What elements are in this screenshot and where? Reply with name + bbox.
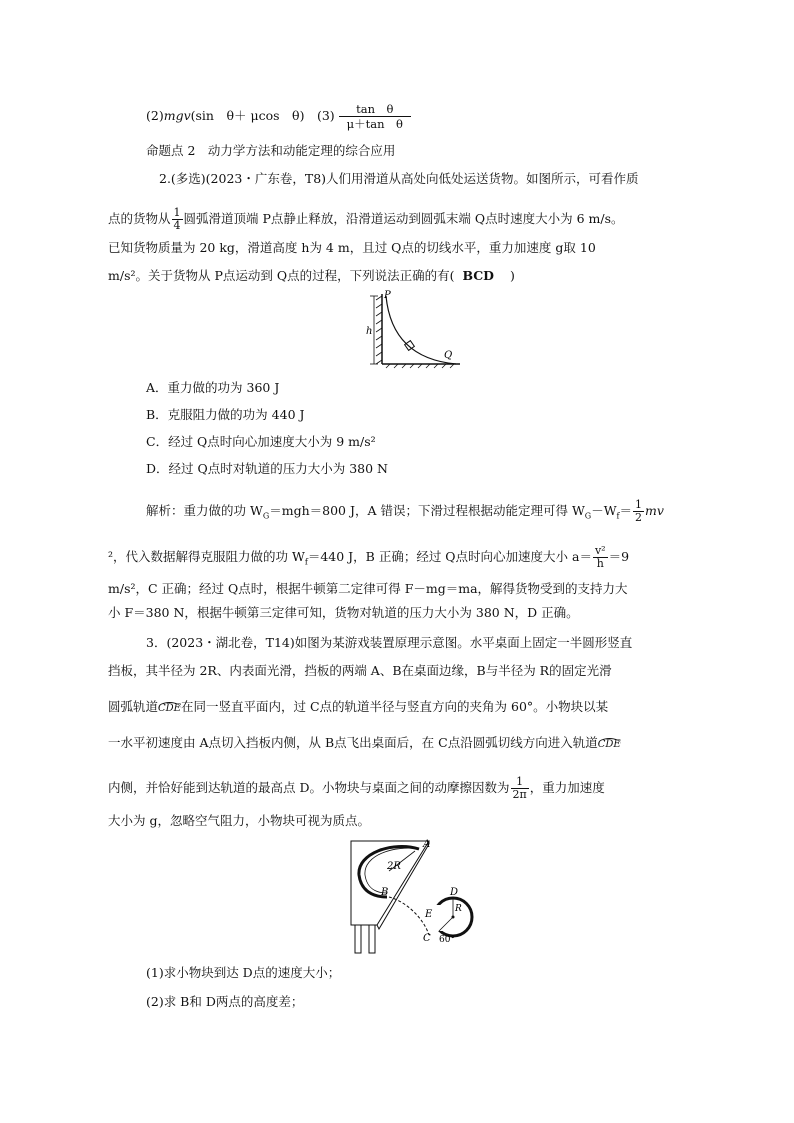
numerator: tan θ: [339, 102, 411, 117]
subscript: f: [616, 511, 620, 521]
label-e: E: [425, 909, 433, 920]
label-b: B: [381, 887, 389, 898]
label-q: Q: [444, 350, 453, 361]
q3-line-4: [108, 735, 621, 753]
text: ＝9: [608, 549, 630, 564]
denominator: μ＋tan θ: [346, 117, 403, 131]
text: m/s²。关于货物从 P点运动到 Q点的过程，下列说法正确的有(: [108, 268, 455, 283]
q3-line-3: [108, 699, 608, 717]
text: 在同一竖直平面内，过 C点的轨道半径与竖直方向的夹角为 60°。小物块以某: [180, 699, 609, 714]
table-top: [351, 841, 429, 925]
numerator: 1: [511, 776, 529, 789]
option-a: A．重力做的功为 360 J: [146, 380, 280, 395]
subquestion-2: (2)求 B和 D两点的高度差；: [146, 994, 304, 1009]
option-d: D．经过 Q点时对轨道的压力大小为 380 N: [146, 461, 388, 476]
label-angle: 60°: [439, 935, 455, 945]
answer-line-2-3: [146, 102, 411, 131]
solution-line-4: 小 F＝380 N，根据牛顿第三定律可知，货物对轨道的压力大小为 380 N，D 正确。: [108, 605, 579, 620]
text: 解析：重力做的功 W: [146, 503, 263, 518]
text: mv: [645, 503, 664, 518]
fraction-v2-h: [593, 545, 608, 570]
text: ²，代入数据解得克服阻力做的功 W: [108, 549, 305, 564]
text: 圆弧轨道: [108, 699, 159, 714]
table-leg: [355, 925, 361, 953]
table-leg: [369, 925, 375, 953]
fraction-quarter: [172, 207, 183, 232]
denominator: 2π: [512, 788, 527, 801]
text: －W: [591, 503, 617, 518]
solution-line-2: [108, 545, 629, 571]
q2-line-2: [108, 207, 624, 232]
q2-line-1: 2.(多选)(2023・广东卷，T8)人们用滑道从高处向低处运送货物。如图所示，可看作质: [159, 171, 639, 186]
arc-cde: CDE: [158, 703, 181, 714]
numerator: v²: [594, 544, 606, 557]
subscript: f: [304, 557, 308, 567]
text: 点的货物从: [108, 211, 171, 226]
text: ＝: [619, 503, 633, 518]
subquestion-1: (1)求小物块到达 D点的速度大小；: [146, 965, 341, 980]
text: ＝440 J，B 正确；经过 Q点时向心加速度大小 a＝: [307, 549, 592, 564]
q2-line-4: [108, 268, 515, 284]
text: (sin θ＋ μcos θ) (3): [190, 108, 335, 123]
label-r: R: [455, 904, 462, 914]
text: mgv: [163, 108, 191, 123]
text: ): [509, 268, 515, 283]
numerator: 1: [635, 498, 643, 511]
q3-line-1: 3．(2023・湖北卷，T14)如图为某游戏装置原理示意图。水平桌面上固定一半圆形竖直: [146, 635, 633, 650]
text: 圆弧滑道顶端 P点静止释放，沿滑道运动到圆弧末端 Q点时速度大小为 6 m/s。: [183, 211, 624, 226]
answer-bcd: BCD: [462, 268, 495, 283]
q3-line-2: 挡板，其半径为 2R、内表面光滑，挡板的两端 A、B在桌面边缘，B与半径为 R的固定光滑: [108, 663, 612, 678]
q3-line-5: [108, 776, 605, 801]
arc-cde: CDE: [597, 739, 621, 750]
label-c: C: [423, 933, 431, 944]
label-2r: 2R: [387, 861, 401, 872]
subscript: G: [262, 511, 270, 521]
denominator: 2: [635, 511, 643, 524]
denominator: h: [596, 557, 604, 570]
q2-line-3: 已知货物质量为 20 kg，滑道高度 h为 4 m，且过 Q点的切线水平，重力加速度 g取 10: [108, 240, 596, 255]
option-b: B．克服阻力做的功为 440 J: [146, 407, 305, 422]
label-h: h: [366, 326, 373, 337]
solution-line-1: [146, 499, 664, 525]
text: ，重力加速度: [529, 780, 605, 795]
denominator: 4: [173, 219, 181, 232]
numerator: 1: [173, 206, 181, 219]
text: 内侧，并恰好能到达轨道的最高点 D。小物块与桌面之间的动摩擦因数为: [108, 780, 510, 795]
game-apparatus-figure: [343, 835, 508, 957]
text: (2): [146, 108, 164, 123]
label-d: D: [450, 887, 459, 898]
fraction-1-over-2pi: [511, 776, 529, 801]
label-p: P: [384, 290, 391, 301]
slide-figure: [360, 288, 470, 370]
fraction: [339, 102, 411, 131]
section-heading: 命题点 2 动力学方法和动能定理的综合应用: [146, 143, 396, 158]
text: ＝mgh＝800 J，A 错误；下滑过程根据动能定理可得 W: [269, 503, 585, 518]
q3-line-6: 大小为 g，忽略空气阻力，小物块可视为质点。: [108, 813, 370, 828]
label-a: A: [423, 839, 431, 850]
fraction-half: [633, 499, 644, 524]
option-c: C．经过 Q点时向心加速度大小为 9 m/s²: [146, 434, 376, 449]
solution-line-3: m/s²，C 正确；经过 Q点时，根据牛顿第二定律可得 F－mg＝ma，解得货物受到的支持力大: [108, 581, 628, 596]
subscript: G: [584, 511, 592, 521]
text: 一水平初速度由 A点切入挡板内侧，从 B点飞出桌面后，在 C点沿圆弧切线方向进入轨道: [108, 735, 598, 750]
